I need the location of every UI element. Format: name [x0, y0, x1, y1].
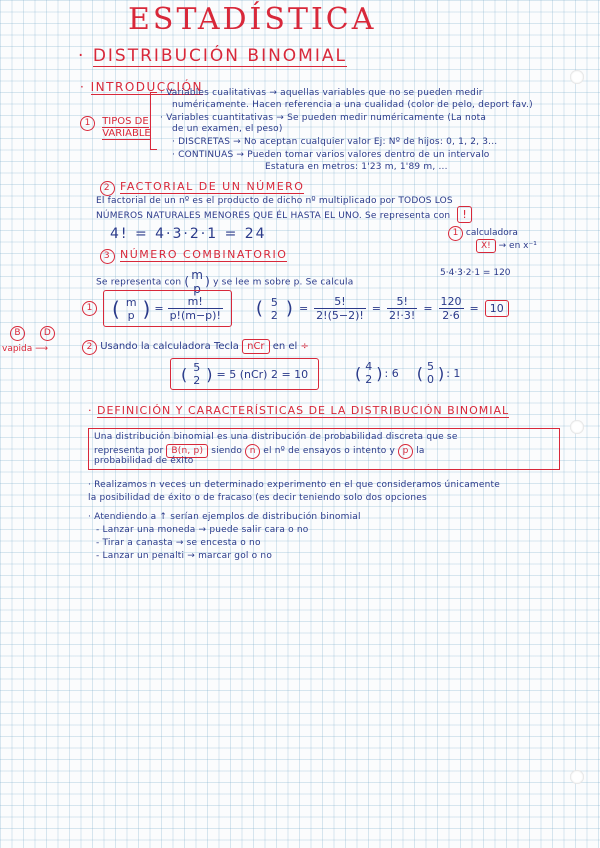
side-note-letters	[10, 326, 55, 341]
section-factorial-heading	[100, 180, 304, 196]
example-f2-bot: 2!·3!	[389, 309, 416, 322]
definition-line-1: Una distribución binomial es una distribución de probabilidad discreta que se	[94, 432, 458, 442]
formula-eq: =	[154, 302, 164, 315]
side-note-b: B	[10, 326, 25, 341]
var-cualitativas-2: numéricamente. Hacen referencia a una cualidad (color de pelo, deport fav.)	[172, 100, 533, 110]
page-title: ESTADÍSTICA	[128, 2, 377, 37]
example-f3-bot: 2·6	[442, 309, 460, 322]
definition-label: DEFINICIÓN Y CARACTERÍSTICAS DE LA DISTRIBUCIÓN BINOMIAL	[97, 404, 510, 417]
var-continuas-1: · CONTINUAS → Pueden tomar varios valores dentro de un intervalo	[172, 150, 490, 160]
tipos-number: 1	[80, 116, 95, 131]
page-subtitle	[78, 46, 347, 66]
example-f1-bot: 2!(5−2)!	[316, 309, 364, 322]
def-repr: representa por	[94, 446, 164, 456]
ejemplo-1: - Lanzar una moneda → puede salir cara o no	[96, 525, 309, 535]
calc-ex3-val: : 1	[446, 366, 461, 380]
calc-ex2-val: : 6	[384, 366, 399, 380]
def-la: la	[416, 446, 425, 456]
combi-formula-line: 1 ( m p ) = $\frac{m!}{p!(m-p)!}$ ( 5 2 ) = $\frac{5!}{2!(5-2)!}$ = $\frac{5!}{2!\cdot 3!}$ = $\frac{120}{2\cdot 6}$ = 10	[82, 290, 509, 327]
side-note-word: vapida	[2, 344, 33, 354]
combinatorio-number: 3	[100, 249, 115, 264]
calc-example-2: ( 4 2 ) : 6 ( 5 0 ) : 1	[355, 360, 461, 386]
subtitle-text: DISTRIBUCIÓN BINOMIAL	[92, 46, 347, 66]
combi-symbol-p: p	[193, 282, 202, 296]
factorial-example: 4! = 4·3·2·1 = 24	[110, 226, 267, 242]
calc-ex1-rest: = 5 (nCr) 2 = 10	[216, 367, 309, 381]
factorial-text-1: El factorial de un nº es el producto de dicho nº multiplicado por TODOS LOS	[96, 196, 453, 206]
combi-symbol: ( m p )	[184, 268, 211, 296]
var-cuantitativas-2: de un examen, el peso)	[172, 124, 283, 134]
formula-frac-bot: p!(m−p)!	[169, 309, 221, 322]
formula-lhs-bot: p	[127, 308, 135, 322]
example-top: 5	[270, 295, 278, 309]
calc-method-after: en el	[272, 341, 298, 352]
factorial-text-2-body: NÚMEROS NATURALES MENORES QUE ÉL HASTA EL UNO. Se representa con	[96, 211, 451, 221]
subtitle-bullet: ·	[78, 46, 93, 66]
calc-key: X!	[476, 239, 496, 253]
calc-note-number: 1	[448, 226, 463, 241]
example-result: 10	[485, 300, 509, 317]
formula-lhs-top: m	[125, 295, 137, 309]
var-continuas-2: Estatura en metros: 1'23 m, 1'89 m, ...	[265, 162, 448, 172]
side-note-text: vapida ⟶	[2, 344, 49, 354]
section-intro-heading: · INTRODUCCIÓN	[80, 80, 204, 94]
ejemplos-title: · Atendiendo a ↑ serían ejemplos de distribución binomial	[88, 512, 361, 522]
section-combinatorio-heading	[100, 248, 287, 264]
calculator-key-line	[476, 241, 537, 251]
var-discretas: · DISCRETAS → No aceptan cualquier valor Ej: Nº de hijos: 0, 1, 2, 3...	[172, 137, 498, 147]
formula-number: 1	[82, 301, 97, 316]
factorial-symbol-box: !	[457, 206, 472, 223]
section-definition-heading: · DEFINICIÓN Y CARACTERÍSTICAS DE LA DISTRIBUCIÓN BINOMIAL	[88, 404, 510, 417]
variable-bracket	[150, 92, 157, 150]
combi-repr-text: Se representa con	[96, 277, 182, 288]
binder-hole-mid	[570, 420, 584, 434]
factorial-label: FACTORIAL DE UN NÚMERO	[120, 180, 305, 193]
binder-hole-bottom	[570, 770, 584, 784]
calc-ex1-bot: 2	[193, 374, 201, 387]
calc-ex1-top: 5	[193, 361, 201, 374]
combinatorio-label: NÚMERO COMBINATORIO	[120, 248, 288, 261]
calc-method-number: 2	[82, 340, 97, 355]
formula-box: ( m p ) = $\frac{m!}{p!(m-p)!}$	[103, 290, 232, 327]
def-siendo: siendo	[211, 446, 243, 456]
side-note-d: D	[40, 326, 55, 341]
calc-example-box: ( 5 2 ) = 5 (nCr) 2 = 10	[170, 358, 319, 390]
calc-note-label: calculadora	[465, 228, 518, 238]
example-f2-top: 5!	[387, 295, 417, 309]
calc-method-key: nCr	[242, 339, 269, 354]
example-bot: 2	[270, 308, 278, 322]
tipos-de-variable	[80, 116, 151, 140]
def-n: n	[245, 444, 260, 459]
realiza-line-2: la posibilidad de éxito o de fracaso (es decir teniendo solo dos opciones	[88, 493, 427, 503]
factorial-text-2	[96, 208, 472, 221]
def-ensayos: el nº de ensayos o intento y	[263, 446, 396, 456]
realiza-line-1: · Realizamos n veces un determinado experimento en el que consideramos únicamente	[88, 480, 501, 490]
combi-symbol-m: m	[191, 268, 204, 282]
example-f3-top: 120	[440, 295, 462, 308]
ejemplo-2: - Tirar a canasta → se encesta o no	[96, 538, 261, 548]
combi-read-text: y se lee m sobre p. Se calcula	[213, 277, 354, 288]
formula-frac-top: m!	[168, 295, 223, 309]
calc-ex3-top: 5	[426, 360, 434, 373]
calc-method-text: Usando la calculadora Tecla	[100, 341, 239, 352]
calc-method-line: 2 Usando la calculadora Tecla nCr en el ÷	[82, 340, 309, 355]
calc-ex2-bot: 2	[365, 373, 373, 386]
calc-ex2-top: 4	[365, 360, 373, 373]
def-p: p	[398, 444, 413, 459]
definition-line-3: probabilidad de éxito	[94, 456, 194, 466]
tipos-label-1: TIPOS DE	[102, 116, 149, 127]
ejemplo-3: - Lanzar un penalti → marcar gol o no	[96, 551, 273, 561]
calc-ex3-bot: 0	[426, 373, 434, 386]
example-f1-top: 5!	[314, 295, 366, 309]
binder-hole-top	[570, 70, 584, 84]
combi-calc-note: 5·4·3·2·1 = 120	[440, 268, 511, 278]
factorial-number: 2	[100, 181, 115, 196]
var-cuantitativas-1: · Variables cuantitativas → Se pueden medir numéricamente (La nota	[160, 113, 487, 123]
var-cualitativas-1: · Variables cualitativas → aquellas variables que no se pueden medir	[160, 88, 483, 98]
tipos-label-2: VARIABLE	[102, 128, 151, 139]
calc-key-arrow: → en x⁻¹	[498, 241, 537, 251]
def-B: B(n, p)	[166, 444, 208, 458]
section-intro-label: INTRODUCCIÓN	[90, 80, 204, 94]
